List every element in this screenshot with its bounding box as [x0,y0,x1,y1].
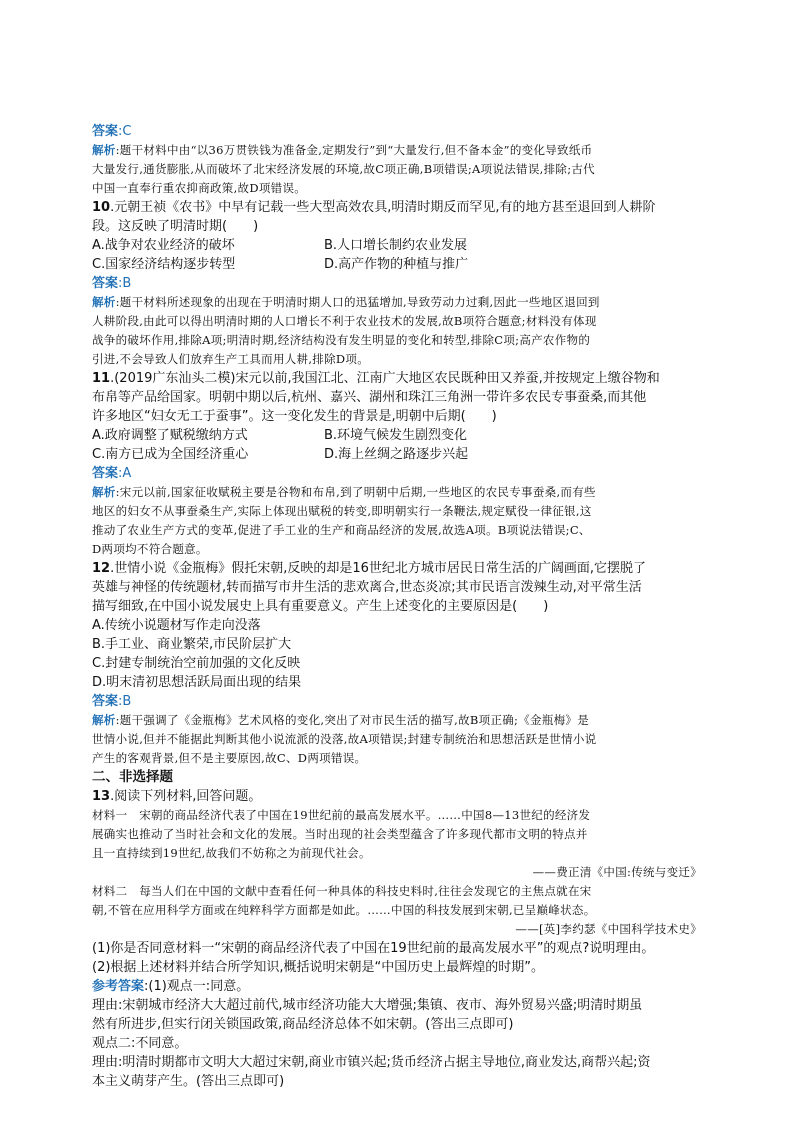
explanation-line: 世情小说,但并不能据此判断其他小说流派的没落,故A项错误;封建专制统治和思想活跃是世情小说 [92,732,597,746]
question-stem [92,369,702,388]
explanation-line [92,483,702,502]
explanation-line [92,293,702,312]
option-c: C.国家经济结构逐步转型 [92,257,236,272]
explanation-text: :题干材料所述现象的出现在于明清时期人口的迅猛增加,导致劳动力过剩,因此一些地区退回到 [115,295,600,309]
explanation-line [92,711,702,730]
question-text: .(2019广东汕头二模)宋元以前,我国江北、江南广大地区农民既种田又养蚕,并按规定上缴谷物和 [110,371,660,386]
question-stem: 许多地区“妇女无工于蚕事”。这一变化发生的背景是,明朝中后期( ) [92,409,497,424]
document-page [92,122,702,1091]
explanation-line: 推动了农业生产方式的变革,促进了手工业的生产和商品经济的发展,故选A项。B项说法错误;C、 [92,523,591,537]
question-stem [92,787,702,806]
question-stem: 描写细致,在中国小说发展史上具有重要意义。产生上述变化的主要原因是( ) [92,599,549,614]
material-line: 材料一 宋朝的商品经济代表了中国在19世纪前的最高发展水平。……中国8—13世纪的经济发 [92,808,591,822]
explanation-line: 引进,不会导致人们放弃生产工具而用人耕,排除D项。 [92,352,370,366]
material-source: ——费正清《中国:传统与变迁》 [532,865,702,879]
answer-label: 答案 [92,466,119,481]
answer-label: 答案 [92,276,119,291]
question-text: .阅读下列材料,回答问题。 [110,789,262,804]
reference-answer-line [92,977,702,996]
material-line: 朝,不管在应用科学方面或在纯粹科学方面都是如此。……中国的科技发展到宋朝,已呈巅峰状态。 [92,903,596,917]
option-row [92,426,702,445]
question-number: 10 [92,200,111,215]
explanation-label: 解析 [92,713,116,727]
explanation-line: 大量发行,通货膨胀,从而破坏了北宋经济发展的环境,故C项正确,B项错误;A项说法错误,排除;古代 [92,162,595,176]
option-row [92,255,702,274]
question-stem: 英雄与神怪的传统题材,转而描写市井生活的悲欢离合,世态炎凉;其市民语言泼辣生动,对平常生活 [92,580,642,595]
answer-line [92,464,702,483]
reference-answer-line: 本主义萌芽产生。(答出三点即可) [92,1074,285,1089]
material-line: 且一直持续到19世纪,故我们不妨称之为前现代社会。 [92,846,371,860]
option-c: C.南方已成为全国经济重心 [92,447,249,462]
answer-line [92,274,702,293]
option-d: D.明末清初思想活跃局面出现的结果 [92,675,302,690]
option-row [92,236,702,255]
option-a: A.政府调整了赋税缴纳方式 [92,428,248,443]
answer-line [92,122,702,141]
question-text: .世情小说《金瓶梅》假托宋朝,反映的却是16世纪北方城市居民日常生活的广阔画面,它摆脱了 [110,561,647,576]
explanation-text: :宋元以前,国家征收赋税主要是谷物和布帛,到了明朝中后期,一些地区的农民专事蚕桑,而有些 [115,485,596,499]
reference-answer-line: 理由:明清时期都市文明大大超过宋朝,商业市镇兴起;货币经济占据主导地位,商业发达,商帮兴起;资 [92,1055,651,1070]
option-row [92,445,702,464]
option-d: D.高产作物的种植与推广 [324,257,469,272]
option-b: B.人口增长制约农业发展 [324,238,468,253]
section-heading: 二、非选择题 [92,769,173,785]
question-number: 12 [92,561,111,576]
answer-value: :A [118,466,132,481]
option-c: C.封建专制统治空前加强的文化反映 [92,656,301,671]
explanation-label: 解析 [92,485,116,499]
question-number: 13 [92,789,111,804]
reference-answer-label: 参考答案 [92,979,145,994]
explanation-line: 产生的客观背景,但不是主要原因,故C、D两项错误。 [92,751,367,765]
question-stem: 段。这反映了明清时期( ) [92,219,259,234]
answer-line [92,692,702,711]
option-b: B.环境气候发生剧烈变化 [324,428,468,443]
question-stem [92,559,702,578]
option-a: A.传统小说题材写作走向没落 [92,618,261,633]
explanation-label: 解析 [92,143,116,157]
material-line: 展确实也推动了当时社会和文化的发展。当时出现的社会类型蕴含了许多现代都市文明的特点并 [92,827,588,841]
reference-answer-line: 然有所进步,但实行闭关锁国政策,商品经济总体不如宋朝。(答出三点即可) [92,1017,514,1032]
explanation-line: 中国一直奉行重农抑商政策,故D项错误。 [92,181,307,195]
option-b: B.手工业、商业繁荣,市民阶层扩大 [92,637,292,652]
question-number: 11 [92,371,111,386]
explanation-text: :题干强调了《金瓶梅》艺术风格的变化,突出了对市民生活的描写,故B项正确;《金瓶梅》是 [115,713,590,727]
explanation-line [92,141,702,160]
explanation-line: 人耕阶段,由此可以得出明清时期的人口增长不利于农业技术的发展,故B项符合题意;材料没有体现 [92,314,597,328]
answer-value: :B [118,276,132,291]
explanation-line: D两项均不符合题意。 [92,542,208,556]
reference-answer-line: 理由:宋朝城市经济大大超过前代,城市经济功能大大增强;集镇、夜市、海外贸易兴盛;明清时期虽 [92,998,643,1013]
explanation-line: 战争的破坏作用,排除A项;明清时期,经济结构没有发生明显的变化和转型,排除C项;高产农作物的 [92,333,591,347]
question-stem [92,198,702,217]
answer-value: :B [118,694,132,709]
answer-label: 答案 [92,694,119,709]
material-line: 材料二 每当人们在中国的文献中查看任何一种具体的科技史料时,往往会发现它的主焦点就在宋 [92,884,592,898]
question-text: .元朝王祯《农书》中早有记载一些大型高效农具,明清时期反而罕见,有的地方甚至退回到人耕阶 [110,200,656,215]
explanation-line: 地区的妇女不从事蚕桑生产,实际上体现出赋税的转变,即明朝实行一条鞭法,规定赋役一律征银,这 [92,504,592,518]
explanation-label: 解析 [92,295,116,309]
sub-question: (1)你是否同意材料一“宋朝的商品经济代表了中国在19世纪前的最高发展水平”的观点?说明理由。 [92,941,655,956]
option-a: A.战争对农业经济的破坏 [92,238,235,253]
material-source: ——[英]李约瑟《中国科学技术史》 [515,922,702,936]
question-stem: 布帛等产品给国家。明朝中期以后,杭州、嘉兴、湖州和珠江三角洲一带许多农民专事蚕桑,而其他 [92,390,647,405]
explanation-text: :题干材料中由“以36万贯铁钱为准备金,定期发行”到“大量发行,但不备本金”的变化导致纸币 [115,143,593,157]
option-d: D.海上丝绸之路逐步兴起 [324,447,469,462]
reference-answer-line: 观点二:不同意。 [92,1036,188,1051]
reference-answer-text: :(1)观点一:同意。 [144,979,250,994]
answer-value: :C [118,124,132,139]
answer-label: 答案 [92,124,119,139]
sub-question: (2)根据上述材料并结合所学知识,概括说明宋朝是“中国历史上最辉煌的时期”。 [92,960,545,975]
